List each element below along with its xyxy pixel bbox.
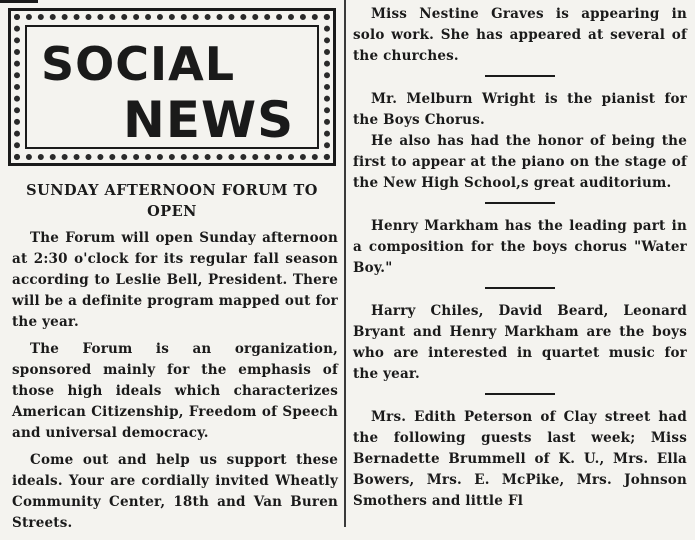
- social-item: Mr. Melburn Wright is the pianist for the Boys Chorus.: [353, 91, 687, 128]
- item-separator: [485, 393, 555, 395]
- article-paragraph: The Forum will open Sunday afternoon at 2:30 o'clock for its regular fall season according to Leslie Bell, President. There will be a definite program mapped out for the year.: [12, 230, 338, 330]
- item-separator: [485, 287, 555, 289]
- top-rule: [0, 0, 38, 3]
- masthead-border: [8, 8, 336, 166]
- masthead: [8, 8, 338, 168]
- article-paragraph: The Forum is an organization, sponsored mainly for the emphasis of those high ideals which characterizes American Citizenship, Freedom of Speech and universal democracy.: [12, 341, 338, 441]
- social-item-continued: He also has had the honor of being the first to appear at the piano on the stage of the New High School,s great auditorium.: [353, 133, 687, 191]
- social-item: Henry Markham has the leading part in a composition for the boys chorus "Water Boy.": [353, 218, 687, 276]
- masthead-title-line1: SOCIAL: [41, 37, 236, 91]
- social-item: Mrs. Edith Peterson of Clay street had the following guests last week; Miss Bernadette Brummell of K. U., Mrs. Ella Bowers, Mrs. E. McPike, Mrs. Johnson Smothers and little Fl: [353, 409, 687, 509]
- article-body: [12, 228, 338, 540]
- column-divider: [344, 0, 346, 527]
- social-item: Harry Chiles, David Beard, Leonard Bryant and Henry Markham are the boys who are interested in quartet music for the year.: [353, 303, 687, 382]
- masthead-title-line2: NEWS: [123, 91, 295, 149]
- social-item: Miss Nestine Graves is appearing in solo work. She has appeared at several of the churches.: [353, 6, 687, 64]
- article-paragraph: Come out and help us support these ideals. Your are cordially invited Wheatly Community Center, 18th and Van Buren Streets.: [12, 452, 338, 531]
- article-headline: SUNDAY AFTERNOON FORUM TO OPEN: [26, 182, 318, 220]
- item-separator: [485, 75, 555, 77]
- item-separator: [485, 202, 555, 204]
- social-items-column: [353, 4, 687, 512]
